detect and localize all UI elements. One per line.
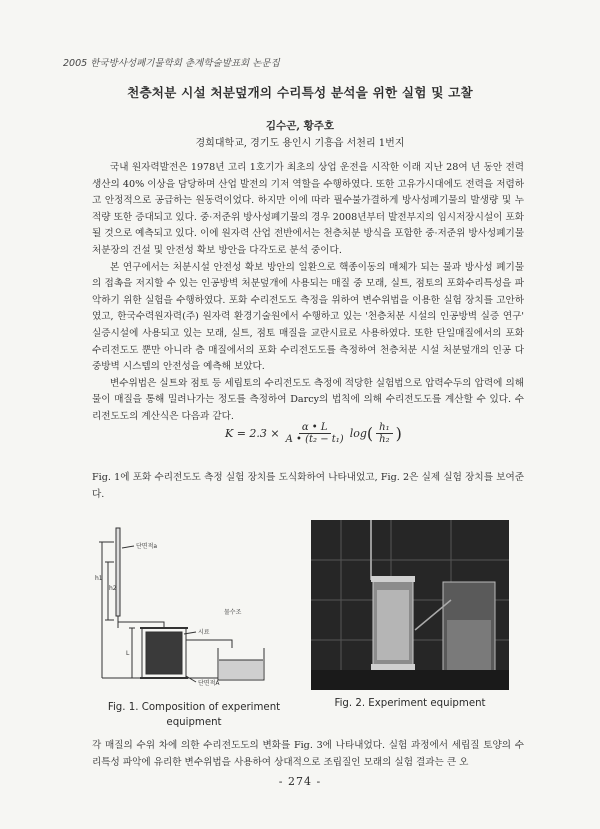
formula-log: log (349, 427, 367, 440)
formula-fraction-1 (283, 422, 347, 445)
label-h1: h1 (95, 575, 103, 582)
figure-1-caption-line1: Fig. 1. Composition of experiment (107, 702, 281, 713)
body-text (92, 160, 524, 426)
label-h2: h2 (109, 585, 117, 592)
formula-lhs: K = 2.3 × (225, 427, 280, 440)
figure-intro-text: Fig. 1에 포화 수리전도도 측정 실험 장치를 도식화하여 나타내었고, Fig. 2은 실제 실험 장치를 보여준다. (92, 472, 524, 500)
hydraulic-conductivity-formula: K = 2.3 × $\frac{\alpha • L}{\text{A • (t₂ − t₁)}}$ log ( $\frac{\text{h₁}}{\text{h₂}}$ ) (225, 422, 402, 445)
paragraph-2: 본 연구에서는 처분시설 안전성 확보 방안의 일환으로 핵종이동의 매체가 되는 물과 방사성 폐기물의 접촉을 저지할 수 있는 인공방벽 처분덮개에 사용되는 매질 중 모래, 실트, 점토의 포화수리특성을 파악하기 위한 실험을 수행하였다. 포화 수리전도도 측정을 위하여 변수위법을 이용한 실험 장치를 고안하였고, 한국수력원자력(주) 원자력 환경기술원에서 수행하고 있는 '천층처분 시설의 인공방벽 실증 연구' 실증시설에 사용되고 있는 모래, 실트, 점토 매질을 교란시료로 사용하였다. 또한 단일매질에서의 포화 수리전도도 뿐만 아니라 층 매질에서의 포화 수리전도도를 측정하여 천층처분 시설 처분덮개의 인공 다중방벽 시스템의 안전성을 예측해 보았다. (92, 261, 524, 373)
closing-text (92, 738, 524, 771)
page-number: - 274 - (278, 775, 322, 788)
formula-numerator-1: α • L (299, 422, 331, 434)
apparatus-diagram (94, 520, 294, 690)
figure-2-photo (311, 520, 509, 690)
formula-numerator-2: h₁ (376, 422, 392, 434)
paragraph-3: 변수위법은 실트와 점토 등 세립토의 수리전도도 측정에 적당한 실험법으로 압력수두의 압력에 의해 물이 매질을 통해 밀려나가는 정도를 측정하여 Darcy의 법칙에 의해 수리전도도를 계산할 수 있다. 수리전도도의 계산식은 다음과 같다. (92, 377, 524, 422)
formula-fraction-2 (376, 422, 392, 445)
paragraph-1: 국내 원자력발전은 1978년 고리 1호기가 최초의 상업 운전을 시작한 이래 지난 28여 년 동안 전력생산의 40% 이상을 담당하며 산업 발전의 기저 역할을 수행하였다. 또한 고유가시대에도 전력을 저렴하고 안정적으로 공급하는 원동력이었다. 하지만 이에 따라 필수불가결하게 방사성폐기물의 발생량 및 누적량 또한 증대되고 있다. 중·저준위 방사성폐기물의 경우 2008년부터 발전부지의 임시저장시설이 포화될 것으로 예측되고 있다. 이에 원자력 산업 전반에서는 천층처분 방식을 포함한 중·저준위 방사성폐기물 처분장의 건설 및 안전성 확보 방안을 다각도로 분석 중이다. (92, 162, 524, 256)
figure-1-schematic (94, 520, 294, 690)
equipment-photo (311, 520, 509, 690)
affiliation: 경희대학교, 경기도 용인시 기흥읍 서천리 1번지 (195, 138, 405, 149)
formula-denominator-2: h₂ (379, 434, 390, 445)
authors: 김수곤, 황주호 (265, 120, 335, 132)
paper-title: 천층처분 시설 처분덮개의 수리특성 분석을 위한 실험 및 고찰 (127, 85, 473, 100)
figure-intro (92, 470, 524, 503)
label-L: L (126, 650, 130, 657)
closing-paragraph: 각 매질의 수위 차에 의한 수리전도도의 변화를 Fig. 3에 나타내었다. 실험 과정에서 세립질 토양의 수리특성 파악에 유리한 변수위법을 사용하여 상대적으로 조립질인 모래의 실험 결과는 큰 오 (92, 740, 524, 768)
figure-1-caption-line2: equipment (166, 717, 222, 728)
formula-denominator-1: A • (t₂ − t₁) (285, 434, 344, 445)
label-sample: 시료 (198, 629, 210, 636)
figure-2-caption: Fig. 2. Experiment equipment (334, 698, 486, 709)
label-cross-section-a: 단면적a (136, 543, 158, 550)
label-water-tank: 물수조 (224, 609, 242, 616)
figure-1-caption (80, 700, 308, 730)
label-cross-section-A: 단면적A (198, 680, 220, 687)
proceedings-header: 2005 한국방사성폐기물학회 춘계학술발표회 논문집 (63, 58, 280, 69)
